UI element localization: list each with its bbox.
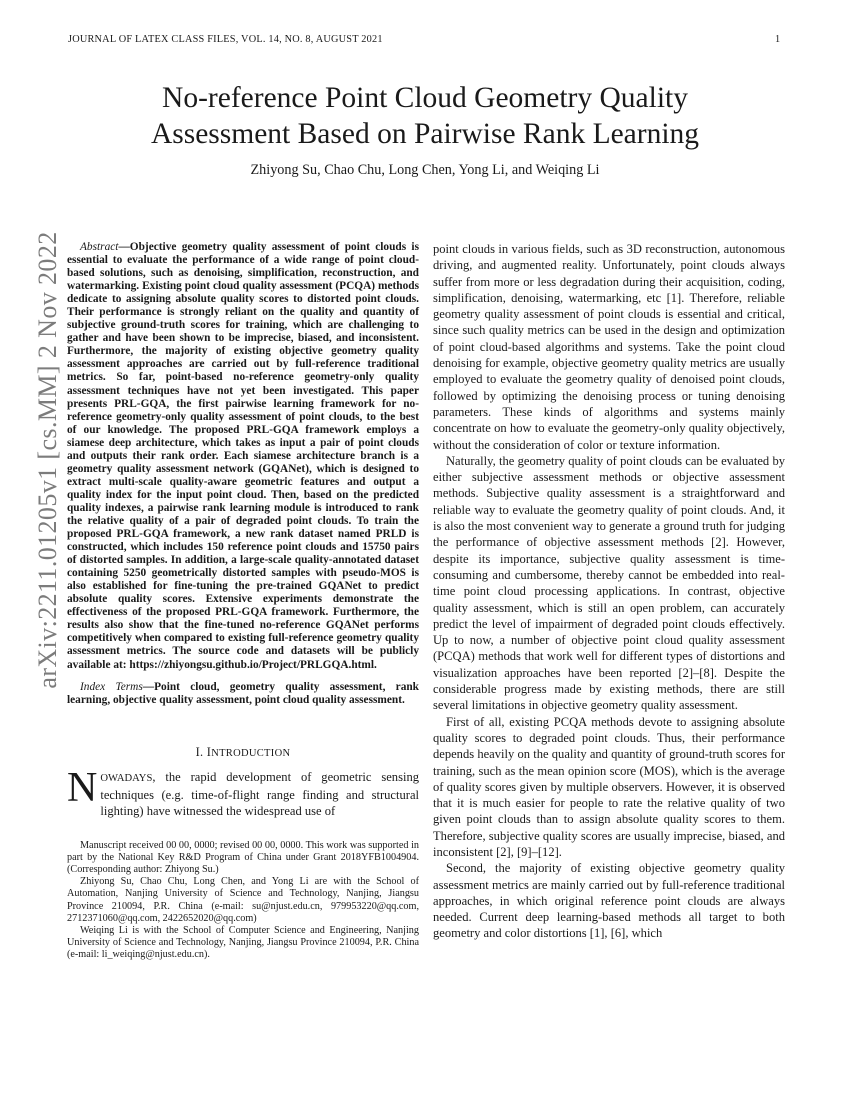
- running-header: JOURNAL OF LATEX CLASS FILES, VOL. 14, NO. 8, AUGUST 2021: [68, 34, 383, 45]
- arxiv-stamp-text: arXiv:2211.01205v1 [cs.MM] 2 Nov 2022: [33, 231, 62, 689]
- section-first-letter: I: [206, 744, 212, 759]
- body-paragraph: First of all, existing PCQA methods devote to assigning absolute quality scores to degraded point clouds. Thus, their performance depends heavily on the quality and quantity of ground-truth scores for training, such as the mean opinion score (MOS), which is the average of quality scores given by multiple observers. However, it is observed that it is much easier for people to rate the relative quality of two given point clouds than to assign absolute quality scores to them. Therefore, subjective quality scores are usually imprecise, biased, and inconsistent [2], [9]–[12].: [433, 714, 785, 859]
- title-line-2: Assessment Based on Pairwise Rank Learning: [150, 118, 700, 150]
- page-number: 1: [775, 34, 781, 45]
- section-number: I.: [195, 744, 207, 759]
- index-terms: [67, 681, 419, 707]
- intro-small-caps: OWADAYS: [100, 772, 153, 784]
- drop-cap: N: [67, 764, 98, 811]
- body-paragraph: Second, the majority of existing objective geometry quality assessment metrics are mainly carried out by full-reference traditional approaches, in which original reference point clouds are always needed. Current deep learning-based methods all target to both geometry and color distortions [1], [6], which: [433, 861, 785, 941]
- abstract-label: Abstract: [80, 241, 119, 253]
- footnote: Zhiyong Su, Chao Chu, Long Chen, and Yong Li are with the School of Automation, Nanjing University of Science and Technology, Nanjing, Jiangsu Province 210094, P.R. China (e-mail: su@njust.edu.cn, 979953220@qq.com, 2712371060@qq.com, 2422652020@qq.com): [67, 876, 419, 924]
- index-terms-label: Index Terms: [80, 680, 143, 693]
- abstract-text: —Objective geometry quality assessment of point clouds is essential to evaluate the performance of a wide range of point cloud-based solutions, such as denoising, simplification, reconstruction, and watermarking. Existing point cloud quality assessment (PCQA) methods dedicate to assigning absolute quality scores to distorted point clouds. Their performance is strongly reliant on the quality and quantity of subjective ground-truth scores for training, which are challenging to gather and have been shown to be imprecise, biased, and inconsistent. Furthermore, the majority of existing objective geometry quality assessment approaches are carried out by full-reference traditional metrics. So far, point-based no-reference geometry-only quality assessment techniques have not yet been investigated. This paper presents PRL-GQA, the first pairwise learning framework for no-reference geometry-only quality assessment of point clouds, to the best of our knowledge. The proposed PRL-GQA framework employs a siamese deep architecture, which takes as input a pair of point clouds and outputs their rank order. Each siamese architecture branch is a geometry quality assessment network (GQANet), which is designed to extract multi-scale quality-aware geometric features and output a quality index for the input point cloud. Then, based on the predicted quality indexes, a pairwise rank learning module is introduced to rank the relative quality of a pair of degraded point clouds. To train the proposed PRL-GQA framework, a new rank dataset named PRLD is constructed, which includes 150 reference point clouds and 15750 pairs of distorted samples. In addition, a large-scale quality-annotated dataset containing 5250 geometrically distorted samples with pseudo-MOS is also established for fine-tuning the pre-trained GQANet to predict absolute quality scores. Extensive experiments demonstrate the effectiveness of the proposed PRL-GQA framework. Furthermore, the results also show that the fine-tuned no-reference GQANet performs competitively when compared to existing full-reference geometry quality assessment metrics. The source code and datasets will be publicly available at: https://zhiyongsu.github.io/Project/PRLGQA.html.: [67, 241, 419, 671]
- footnotes: [67, 840, 419, 962]
- intro-text: , the rapid development of geometric sensing techniques (e.g. time-of-flight range finding and structural lighting) have witnessed the widespread use of: [100, 769, 419, 819]
- body-paragraph: Naturally, the geometry quality of point clouds can be evaluated by either subjective assessment methods or objective assessment methods. Subjective quality assessment is a straightforward and reliable way to evaluate the geometry quality of point clouds. And, it is also the most convenient way to generate a ground truth for judging the performance of objective assessment methods [2]. However, despite its importance, subjective quality assessment is time-consuming and cumbersome, thereby cannot be embedded into real-time point cloud processing applications. In contrast, objective quality assessment, which is still an open problem, can accurately predict the level of impairment of degraded point clouds effectively. Up to now, a number of objective point cloud quality assessment (PCQA) methods that work well for different types of distortions and visualization approaches have been reported [2]–[8]. Despite the considerable progress made by existing methods, there are still several limitations in objective geometry quality assessment.: [433, 453, 785, 713]
- intro-paragraph: [67, 764, 419, 820]
- body-paragraph: point clouds in various fields, such as 3D reconstruction, autonomous driving, and augmented reality. Unfortunately, point clouds always suffer from more or less degradation during their acquisition, coding, simplification, denoising, watermarking, etc [1]. Therefore, reliable geometry quality assessment of point clouds is essential and critical, since such quality metrics can be used in the design and optimization of point cloud-based algorithms and systems. Take the point cloud denoising for example, objective geometry quality metrics are usually employed to evaluate the geometry quality of denoised point clouds, followed by optimizing the denoising process or tuning denoising parameters. These kinds of algorithms and systems mainly concentrate on how to evaluate the geometry-only quality objectively, without the consideration of color or texture information.: [433, 242, 785, 452]
- title-line-1: No-reference Point Cloud Geometry Quality: [162, 82, 688, 114]
- paper-title: [50, 80, 800, 152]
- abstract: [67, 241, 419, 672]
- footnote: Weiqing Li is with the School of Computer Science and Engineering, Nanjing University of Science and Technology, Nanjing, Jiangsu Province 210094, P.R. China (e-mail: li_weiqing@njust.edu.cn).: [67, 924, 419, 961]
- index-terms-text: —Point cloud, geometry quality assessment, rank learning, objective quality assessment, point cloud quality assessment.: [67, 680, 419, 706]
- left-column: [67, 241, 419, 962]
- right-column: [433, 241, 785, 942]
- section-rest: NTRODUCTION: [211, 747, 291, 759]
- footnote: Manuscript received 00 00, 0000; revised 00 00, 0000. This work was supported in part by the National Key R&D Program of China under Grant 2018YFB1004904. (Corresponding author: Zhiyong Su.): [67, 839, 419, 875]
- section-heading-introduction: [67, 745, 419, 760]
- author-list: Zhiyong Su, Chao Chu, Long Chen, Yong Li, and Weiqing Li: [250, 162, 600, 178]
